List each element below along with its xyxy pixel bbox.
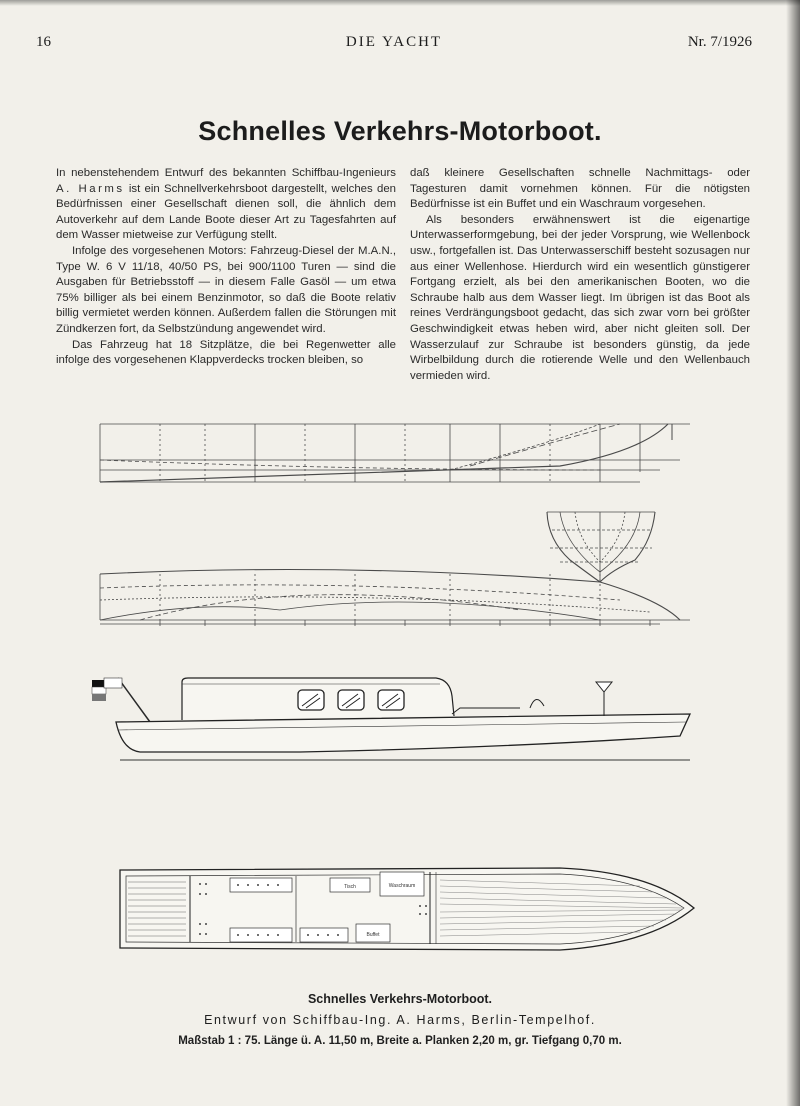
page-number: 16	[36, 34, 51, 50]
left-paragraph-3: Das Fahrzeug hat 18 Sitzplätze, die bei Regenwetter alle infolge des vorgesehenen Klappverdecks trocken bleiben, so	[56, 338, 396, 367]
body-plan	[547, 512, 655, 582]
designer-name: A. Harms	[56, 182, 125, 195]
cabin-window-1	[298, 690, 324, 710]
lines-plan-sheer	[100, 424, 690, 482]
right-paragraph-2: Als besonders erwähnenswert ist die eigenartige Unterwasserformgebung, bei der jeder Vorsprung, wie Wellenbock usw., fortgefallen ist. Das Unterwasserschiff besteht sozusagen nur aus einer Wellenhose. Hierdurch wird ein wesentlich günstigerer Fortgang erzielt, als bei den amerikanischen Booten, wo die Schraube halb aus dem Wasser liegt. Im übrigen ist das Boot als reines Verdrängungsboot gedacht, das sich zwar vorn bei größter Geschwindigkeit etwas heben wird, aber nicht gleiten soll. Der Wasserzulauf zur Schraube ist besonders günstig, da jede Wirbelbildung durch die rotierende Welle und den Wellenbauch vermieden wird.	[410, 213, 750, 382]
flagstaff	[118, 678, 150, 722]
seat-bench-lower-1	[230, 928, 292, 942]
deck-label-washroom: Waschraum	[388, 883, 416, 889]
bow-pennant	[596, 682, 612, 692]
cabin-window-3	[378, 690, 404, 710]
seat-bench-upper-1	[230, 878, 292, 892]
figure-caption-designer: Entwurf von Schiffbau-Ing. A. Harms, Berlin-Tempelhof.	[204, 1013, 596, 1027]
deck-ventilator	[530, 699, 544, 708]
left-paragraph-2: Infolge des vorgesehenen Motors: Fahrzeug-Diesel der M.A.N., Type W. 6 V 11/18, 40/50 PS, bei 900/1100 Turen — sind die Ausgaben für Betriebsstoff — in diesem Falle Gasöl — um etwa 75% billiger als bei einem Benzinmotor, so daß die Boote relativ billig vermietet werden können. Außerdem fallen die Störungen mit Zündkerzen fort, da Selbstzündung angewendet wird.	[56, 244, 396, 335]
figure-caption-title: Schnelles Verkehrs-Motorboot.	[307, 992, 493, 1006]
article-title: Schnelles Verkehrs-Motorboot.	[198, 116, 602, 146]
left-paragraph-1: In nebenstehendem Entwurf des bekannten Schiffbau-Ingenieurs A. Harms ist ein Schnellverkehrsboot dargestellt, welches den Bedürfnissen einer Gesellschaft dienen soll, die ähnlich dem Autoverkehr auf dem Lande Boote dieser Art zu Tagesfahrten auf dem Wasser mietweise zur Verfügung stellt.	[56, 167, 396, 242]
right-paragraph-1: daß kleinere Gesellschaften schnelle Nachmittags- oder Tagesturen damit vornehmen können. Für die nötigsten Bedürfnisse ist ein Buffet und ein Waschraum vorgesehen.	[410, 167, 750, 211]
flag-canton	[104, 678, 122, 688]
windshield	[452, 708, 520, 714]
deck-label-table: Tisch	[344, 884, 356, 890]
issue-number: Nr. 7/1926	[687, 34, 752, 50]
flag-stripe-red	[92, 694, 106, 701]
figure-caption-scale: Maßstab 1 : 75. Länge ü. A. 11,50 m, Breite a. Planken 2,20 m, gr. Tiefgang 0,70 m.	[178, 1035, 622, 1047]
boat-deck-plan	[120, 868, 694, 950]
journal-title: DIE YACHT	[345, 34, 443, 50]
cabin-window-2	[338, 690, 364, 710]
deck-label-buffet: Buffet	[366, 932, 380, 938]
boat-side-profile	[92, 678, 690, 760]
lines-plan-halfbreadth	[100, 570, 690, 627]
